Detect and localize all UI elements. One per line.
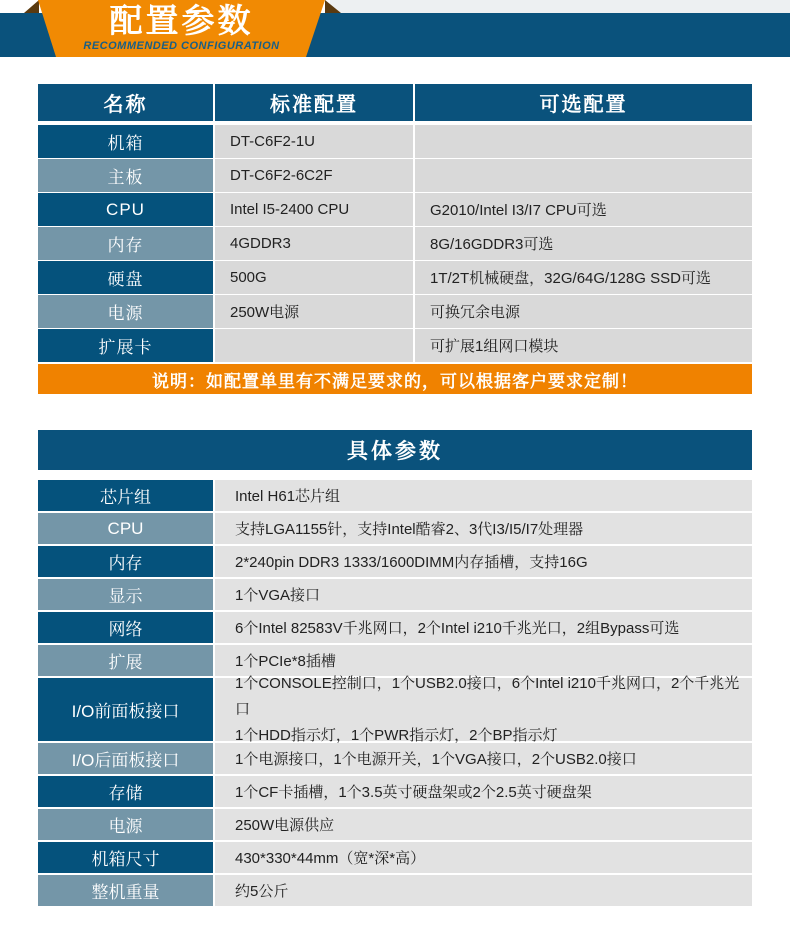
table-row-memory-spec [38,546,752,577]
table-row-power-supply [38,809,752,840]
row-value: 1个VGA接口 [215,579,752,610]
row-label: 机箱尺寸 [38,842,213,873]
table-row-cpu [38,193,752,226]
table-row-memory [38,227,752,260]
row-label: 芯片组 [38,480,213,511]
row-optional-value [415,159,752,192]
row-value: 2*240pin DDR3 1333/1600DIMM内存插槽，支持16G [215,546,752,577]
row-value: Intel H61芯片组 [215,480,752,511]
row-label: 主板 [38,159,213,192]
banner [0,0,790,57]
table-row-weight [38,875,752,906]
table-row-power [38,295,752,328]
table-row-harddisk [38,261,752,294]
row-value [215,674,752,744]
table-row-storage [38,776,752,807]
row-value: 支持LGA1155针，支持Intel酷睿2、3代I3/I5/I7处理器 [215,513,752,544]
table-row-network [38,612,752,643]
row-value-line-1: 1个CONSOLE控制口，1个USB2.0接口，6个Intel i210千兆网口，2个千兆光口 [235,674,740,718]
row-optional-value: 8G/16GDDR3可选 [415,227,752,260]
table-row-dimensions [38,842,752,873]
table1-header-optional: 可选配置 [415,84,752,121]
table1-header-standard: 标准配置 [215,84,413,121]
row-standard-value [215,329,413,362]
customization-note-bar: 说明：如配置单里有不满足要求的，可以根据客户要求定制！ [38,364,752,394]
table-row-expansion-card [38,329,752,362]
row-standard-value: DT-C6F2-6C2F [215,159,413,192]
table1-header-row [38,84,752,121]
row-value: 1个CF卡插槽，1个3.5英寸硬盘架或2个2.5英寸硬盘架 [215,776,752,807]
row-value: 6个Intel 82583V千兆网口，2个Intel i210千兆光口，2组Bypass可选 [215,612,752,643]
row-label: 机箱 [38,125,213,158]
row-label: 硬盘 [38,261,213,294]
row-label: CPU [38,193,213,226]
row-label: 存储 [38,776,213,807]
row-standard-value: DT-C6F2-1U [215,125,413,158]
table-row-rear-panel-io [38,743,752,774]
row-label: I/O前面板接口 [38,678,213,741]
row-optional-value: 可换冗余电源 [415,295,752,328]
recommended-config-table [38,84,752,394]
row-label: CPU [38,513,213,544]
row-optional-value: G2010/Intel I3/I7 CPU可选 [415,193,752,226]
table2-title: 具体参数 [38,430,752,470]
table-row-cpu-support [38,513,752,544]
banner-top-strip [330,0,790,13]
row-value: 250W电源供应 [215,809,752,840]
row-standard-value: 4GDDR3 [215,227,413,260]
row-optional-value [415,125,752,158]
ribbon-fold-left [24,0,39,13]
row-label: 内存 [38,546,213,577]
table1-header-name: 名称 [38,84,213,121]
row-standard-value: 250W电源 [215,295,413,328]
row-standard-value: Intel I5-2400 CPU [215,193,413,226]
table-row-front-panel-io [38,674,752,744]
row-label: 显示 [38,579,213,610]
row-optional-value: 可扩展1组网口模块 [415,329,752,362]
row-label: 扩展卡 [38,329,213,362]
row-label: 网络 [38,612,213,643]
row-value: 约5公斤 [215,875,752,906]
row-optional-value: 1T/2T机械硬盘，32G/64G/128G SSD可选 [415,261,752,294]
row-standard-value: 500G [215,261,413,294]
row-value: 1个PCIe*8插槽 [215,645,752,676]
banner-subtitle: RECOMMENDED CONFIGURATION [83,40,280,52]
row-label: 整机重量 [38,875,213,906]
row-value: 1个电源接口，1个电源开关，1个VGA接口，2个USB2.0接口 [215,743,752,774]
row-value-line-2: 1个HDD指示灯，1个PWR指示灯，2个BP指示灯 [235,726,558,744]
banner-title: 配置参数 [109,2,254,39]
row-label: 内存 [38,227,213,260]
row-label: 电源 [38,809,213,840]
table-row-display [38,579,752,610]
row-label: 扩展 [38,645,213,676]
table-row-chassis [38,125,752,158]
row-value: 430*330*44mm（宽*深*高） [215,842,752,873]
row-label: I/O后面板接口 [38,743,213,774]
table-row-motherboard [38,159,752,192]
table-row-chipset [38,480,752,511]
row-label: 电源 [38,295,213,328]
detailed-spec-table [38,430,752,906]
